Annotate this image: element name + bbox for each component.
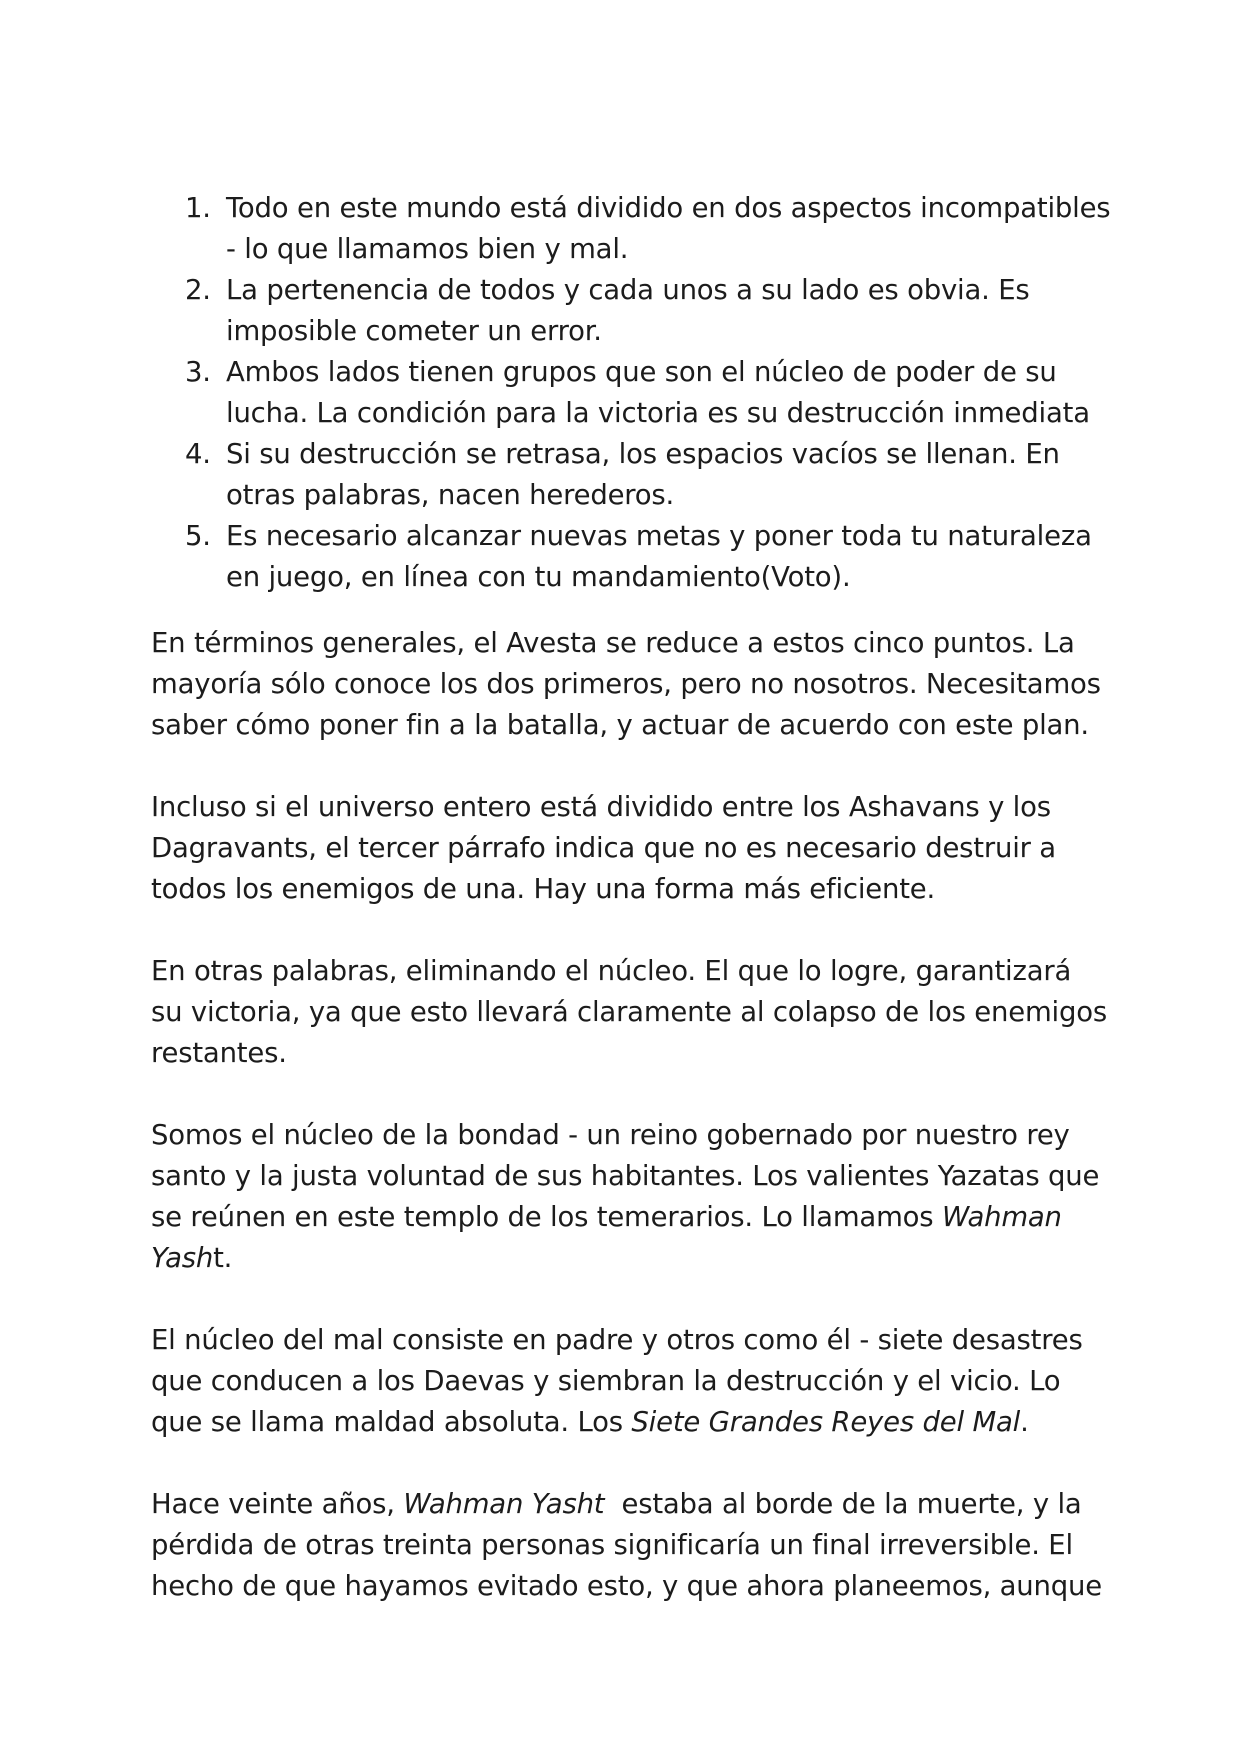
list-item-text: Todo en este mundo está dividido en dos aspectos incompatibles - lo que llamamos bien y mal.: [226, 192, 1111, 265]
list-item: 2. La pertenencia de todos y cada unos a su lado es obvia. Es imposible cometer un error.: [185, 274, 1030, 347]
list-item: 3. Ambos lados tienen grupos que son el núcleo de poder de su lucha. La condición para la victoria es su destrucción inmediata: [185, 356, 1090, 429]
italic-term: Wahman Yasht: [403, 1488, 605, 1520]
paragraph-universe: Incluso si el universo entero está dividido entre los Ashavans y los Dagravants, el tercer párrafo indica que no es necesario destruir a todos los enemigos de una. Hay una forma más eficiente.: [151, 791, 1056, 905]
paragraph-evil: El núcleo del mal consiste en padre y otros como él - siete desastres que conducen a los Daevas y siembran la destrucción y el vicio. Lo que se llama maldad absoluta. Los Siete Grandes Reyes del Mal.: [151, 1324, 1083, 1438]
list-item-text: La pertenencia de todos y cada unos a su lado es obvia. Es imposible cometer un error.: [226, 274, 1030, 347]
paragraph-avesta: En términos generales, el Avesta se reduce a estos cinco puntos. La mayoría sólo conoce los dos primeros, pero no nosotros. Necesitamos saber cómo poner fin a la batalla, y actuar de acuerdo con este plan.: [151, 627, 1101, 741]
paragraph-core: En otras palabras, eliminando el núcleo. El que lo logre, garantizará su victoria, ya que esto llevará claramente al colapso de los enemigos restantes.: [151, 955, 1107, 1069]
document-page: [151, 188, 1111, 1648]
list-item: 1. Todo en este mundo está dividido en dos aspectos incompatibles - lo que llamamos bien y mal.: [185, 192, 1111, 265]
list-item: 5. Es necesario alcanzar nuevas metas y poner toda tu naturaleza en juego, en línea con tu mandamiento(Voto).: [185, 520, 1092, 593]
list-item-text: Es necesario alcanzar nuevas metas y poner toda tu naturaleza en juego, en línea con tu mandamiento(Voto).: [226, 520, 1092, 593]
numbered-list: [151, 188, 1111, 598]
paragraph-twenty-years: Hace veinte años, Wahman Yasht estaba al borde de la muerte, y la pérdida de otras treinta personas significaría un final irreversible. El hecho de que hayamos evitado esto, y que ahora planeemos, aunque: [151, 1488, 1102, 1602]
list-item-text: Ambos lados tienen grupos que son el núcleo de poder de su lucha. La condición para la victoria es su destrucción inmediata: [226, 356, 1090, 429]
italic-term: Siete Grandes Reyes del Mal: [631, 1406, 1021, 1438]
list-item: 4. Si su destrucción se retrasa, los espacios vacíos se llenan. En otras palabras, nacen herederos.: [185, 438, 1060, 511]
list-item-text: Si su destrucción se retrasa, los espacios vacíos se llenan. En otras palabras, nacen herederos.: [226, 438, 1060, 511]
paragraph-goodness: Somos el núcleo de la bondad - un reino gobernado por nuestro rey santo y la justa voluntad de sus habitantes. Los valientes Yazatas que se reúnen en este templo de los temerarios. Lo llamamos Wahman Yasht.: [151, 1119, 1100, 1274]
italic-term: Wahman Yash: [151, 1201, 1062, 1274]
